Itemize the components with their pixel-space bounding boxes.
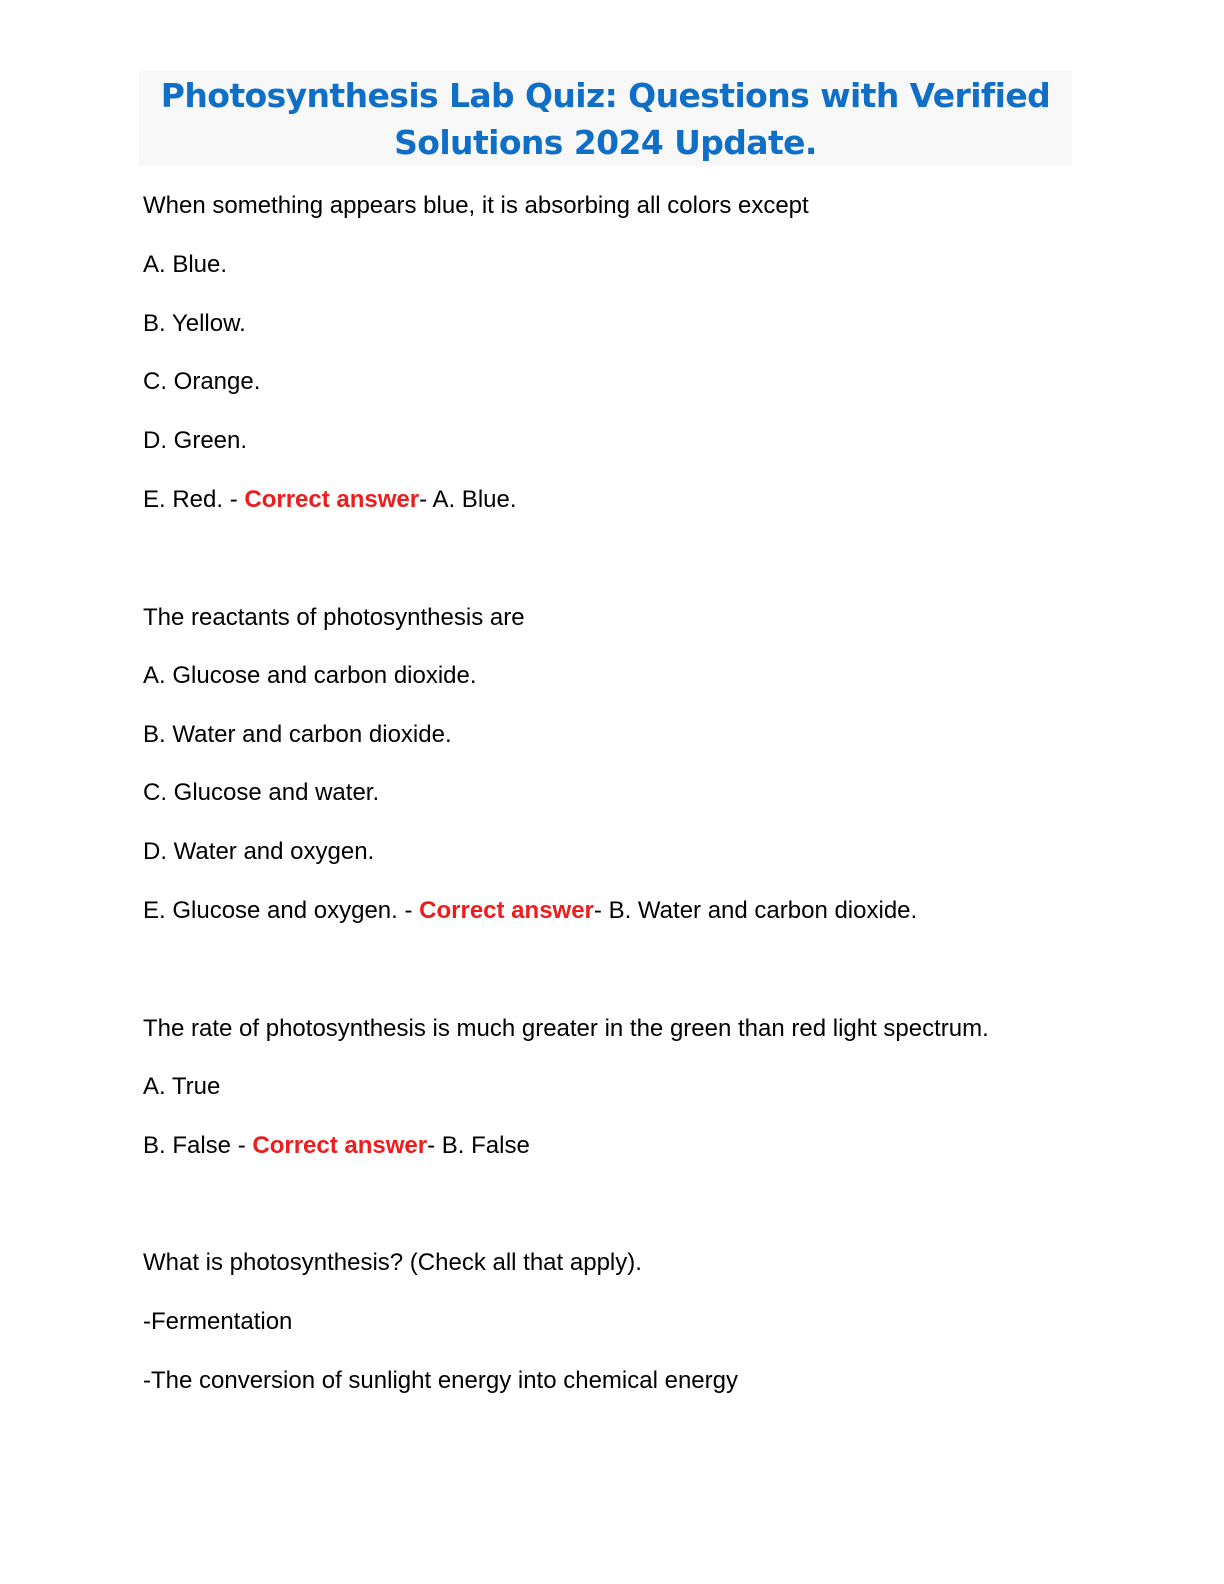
title-line-2: Solutions 2024 Update.: [394, 123, 817, 162]
question-2-option-c: C. Glucose and water.: [143, 779, 380, 806]
question-3-answer-line: [143, 1131, 530, 1161]
question-1-answer-line: [143, 485, 517, 515]
question-1-option-e: E. Red. -: [143, 486, 245, 513]
title-line-1: Photosynthesis Lab Quiz: Questions with Verified: [160, 76, 1051, 115]
question-2-option-a: A. Glucose and carbon dioxide.: [143, 662, 477, 689]
question-1-prompt: When something appears blue, it is absorbing all colors except: [143, 192, 809, 219]
question-2-prompt: The reactants of photosynthesis are: [143, 604, 525, 631]
question-3-answer: - B. False: [427, 1132, 530, 1159]
question-4-option-1: -Fermentation: [143, 1308, 293, 1335]
question-1-option-a: A. Blue.: [143, 251, 228, 278]
question-2-option-d: D. Water and oxygen.: [143, 838, 375, 865]
question-2-option-e: E. Glucose and oxygen. -: [143, 897, 420, 924]
correct-answer-label: Correct answer: [252, 1132, 428, 1159]
question-1-option-d: D. Green.: [143, 427, 248, 454]
question-1-option-b: B. Yellow.: [143, 310, 246, 337]
question-2-answer-line: [143, 896, 917, 926]
question-2-answer: - B. Water and carbon dioxide.: [593, 897, 918, 924]
question-4-prompt: What is photosynthesis? (Check all that apply).: [143, 1249, 642, 1276]
document-title: [139, 71, 1072, 166]
question-3-prompt: The rate of photosynthesis is much greater in the green than red light spectrum.: [143, 1015, 989, 1042]
correct-answer-label: Correct answer: [244, 486, 420, 513]
correct-answer-label: Correct answer: [419, 897, 594, 924]
question-3-option-b: B. False -: [143, 1132, 253, 1159]
question-4-option-2: -The conversion of sunlight energy into chemical energy: [143, 1367, 738, 1394]
question-2-option-b: B. Water and carbon dioxide.: [143, 721, 452, 748]
question-1-answer: - A. Blue.: [419, 486, 517, 513]
question-1-option-c: C. Orange.: [143, 368, 261, 395]
question-3-option-a: A. True: [143, 1073, 221, 1100]
